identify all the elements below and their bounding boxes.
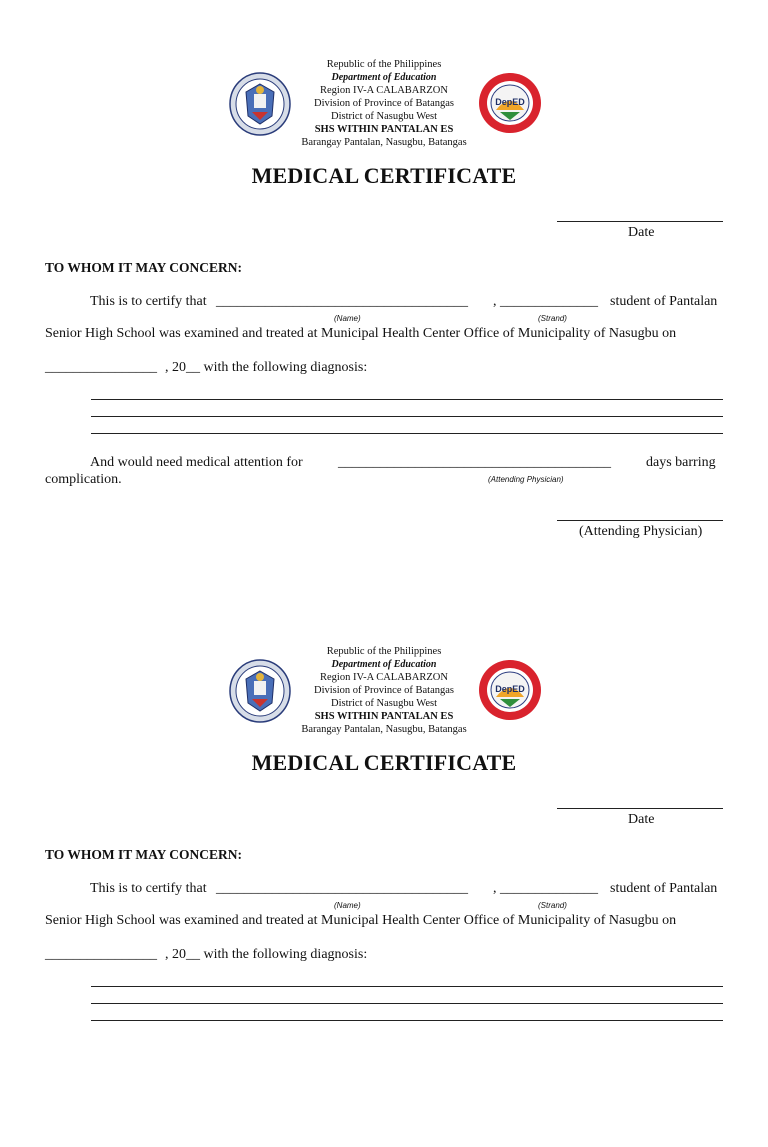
region-text: Region IV-A CALABARZON [320,85,448,96]
date-blank: ________________ [45,947,157,962]
salutation: TO WHOM IT MAY CONCERN: [45,847,243,862]
department-text: Department of Education [331,659,437,670]
svg-text:DepED: DepED [495,97,525,107]
district-text: District of Nasugbu West [331,111,437,122]
diagnosis-line-2 [91,1003,723,1004]
division-seal-icon [478,72,542,134]
attention-label: (Attending Physician) [488,475,564,484]
diagnosis-line-3 [91,433,723,434]
examined-text: Senior High School was examined and treated at Municipal Health Center Office of Municipality of Nasugbu on [45,326,677,341]
attention-suffix: days barring [646,455,716,470]
region-text: Region IV-A CALABARZON [320,672,448,683]
date-line [557,221,723,222]
attention-prefix: And would need medical attention for [90,455,303,470]
certificate-title: MEDICAL CERTIFICATE [251,163,517,188]
salutation: TO WHOM IT MAY CONCERN: [45,260,243,275]
comma: , [493,294,497,309]
name-blank: ____________________________________ [216,294,468,309]
department-text: Department of Education [331,72,437,83]
certify-suffix: student of Pantalan [610,881,718,896]
deped-seal-icon [229,659,291,723]
certify-prefix: This is to certify that [90,881,207,896]
svg-text:DepED: DepED [495,684,525,694]
deped-seal-icon [229,72,291,136]
comma: , [493,881,497,896]
examined-text: Senior High School was examined and treated at Municipal Health Center Office of Municipality of Nasugbu on [45,913,677,928]
division-text: Division of Province of Batangas [314,98,454,109]
name-blank: ____________________________________ [216,881,468,896]
diagnosis-intro: , 20__ with the following diagnosis: [165,947,368,962]
physician-label: (Attending Physician) [579,524,703,539]
date-blank: ________________ [45,360,157,375]
republic-text: Republic of the Philippines [326,59,442,70]
district-text: District of Nasugbu West [331,698,437,709]
complication-text: complication. [45,472,122,487]
diagnosis-line-1 [91,986,723,987]
name-label: (Name) [334,314,361,323]
certify-suffix: student of Pantalan [610,294,718,309]
division-seal-icon [478,659,542,721]
school-address: Barangay Pantalan, Nasugbu, Batangas [301,724,467,735]
medical-certificate-1 [0,0,768,560]
diagnosis-line-1 [91,399,723,400]
strand-label: (Strand) [538,314,567,323]
certify-prefix: This is to certify that [90,294,207,309]
medical-certificate-2 [0,587,768,1147]
diagnosis-intro: , 20__ with the following diagnosis: [165,360,368,375]
school-name: SHS WITHIN PANTALAN ES [314,711,454,722]
diagnosis-line-3 [91,1020,723,1021]
days-blank: _______________________________________ [338,455,611,470]
date-label: Date [628,225,655,240]
name-label: (Name) [334,901,361,910]
signature-line [557,520,723,521]
school-name: SHS WITHIN PANTALAN ES [314,124,454,135]
strand-label: (Strand) [538,901,567,910]
diagnosis-line-2 [91,416,723,417]
division-text: Division of Province of Batangas [314,685,454,696]
certificate-title: MEDICAL CERTIFICATE [251,750,517,775]
date-label: Date [628,812,655,827]
date-line [557,808,723,809]
strand-blank: ______________ [500,881,598,896]
school-address: Barangay Pantalan, Nasugbu, Batangas [301,137,467,148]
republic-text: Republic of the Philippines [326,646,442,657]
strand-blank: ______________ [500,294,598,309]
